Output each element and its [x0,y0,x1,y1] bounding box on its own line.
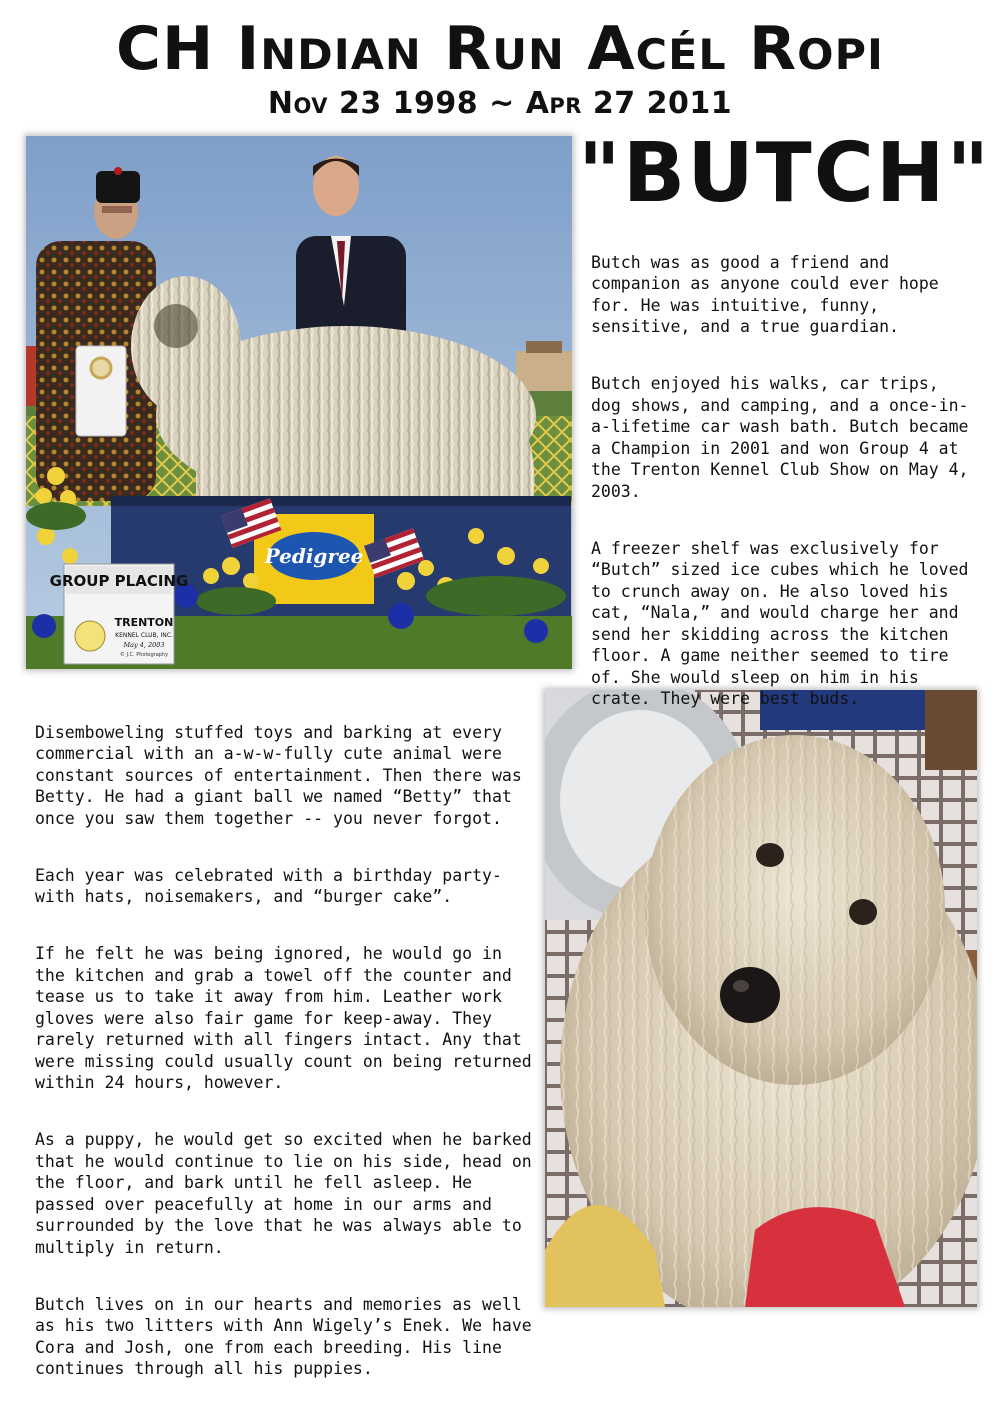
story-paragraph: Each year was celebrated with a birthday party- with hats, noisemakers, and “burger cake”. [35,865,502,906]
story-paragraph: Butch lives on in our hearts and memories as well as his two litters with Ann Wigely’s Enek. We have Cora and Josh, one from each breeding. His line continues through all his puppies. [35,1294,532,1378]
pedigree-logo: Pedigree [264,544,364,568]
dog-show-photo [26,136,572,669]
story-paragraph: Disemboweling stuffed toys and barking at every commercial with an a-w-w-fully cute animal were constant sources of entertainment. Then there was Betty. He had a giant ball we named “Betty” that once you saw them together -- you never forgot. [35,722,522,828]
photo-credit: © J.C. Photography [119,652,169,658]
story-paragraph: If he felt he was being ignored, he would go in the kitchen and grab a towel off the counter and tease us to take it away from him. Leather work gloves were also fair game for keep-away. They rarely returned with all fingers intact. Any that were missing could usually count on being returned within 24 hours, however. [35,944,532,1092]
story-paragraph: Butch enjoyed his walks, car trips, dog shows, and camping, and a once-in-a-lifetime car wash bath. Butch became a Champion in 2001 and won Group 4 at the Trenton Kennel Club Show on May 4, 2003. [591,374,969,501]
story-paragraph: A freezer shelf was exclusively for “Butch” sized ice cubes which he loved to crunch away on. He also loved his cat, “Nala,” and would charge her and send her skidding across the kitchen floor. A game neither seemed to tire of. She would sleep on him in his crate. They were best buds. [591,538,969,708]
story-right-column [591,230,971,745]
life-dates: Nov 23 1998 ~ Apr 27 2011 [267,86,733,121]
memorial-title: CH Indian Run Acél Ropi [116,14,884,84]
story-paragraph: Butch was as good a friend and companion as anyone could ever hope for. He was intuitive, funny, sensitive, and a true guardian. [591,252,939,336]
trenton-label: TRENTON [114,616,174,629]
story-left-column [35,700,535,1415]
kennel-club-label: KENNEL CLUB, INC. [115,632,173,639]
story-paragraph: As a puppy, he would get so excited when he barked that he would continue to lie on his side, head on the floor, and bark until he fell asleep. He passed over peacefully at home in our arms and surrounded by the love that he was always able to multiply in return. [35,1130,532,1257]
sign-date: May 4, 2003 [123,641,165,649]
butch-closeup-photo [545,690,977,1307]
group-placing-sign-title: GROUP PLACING [49,572,189,590]
nickname-heading: "BUTCH" [578,126,992,221]
